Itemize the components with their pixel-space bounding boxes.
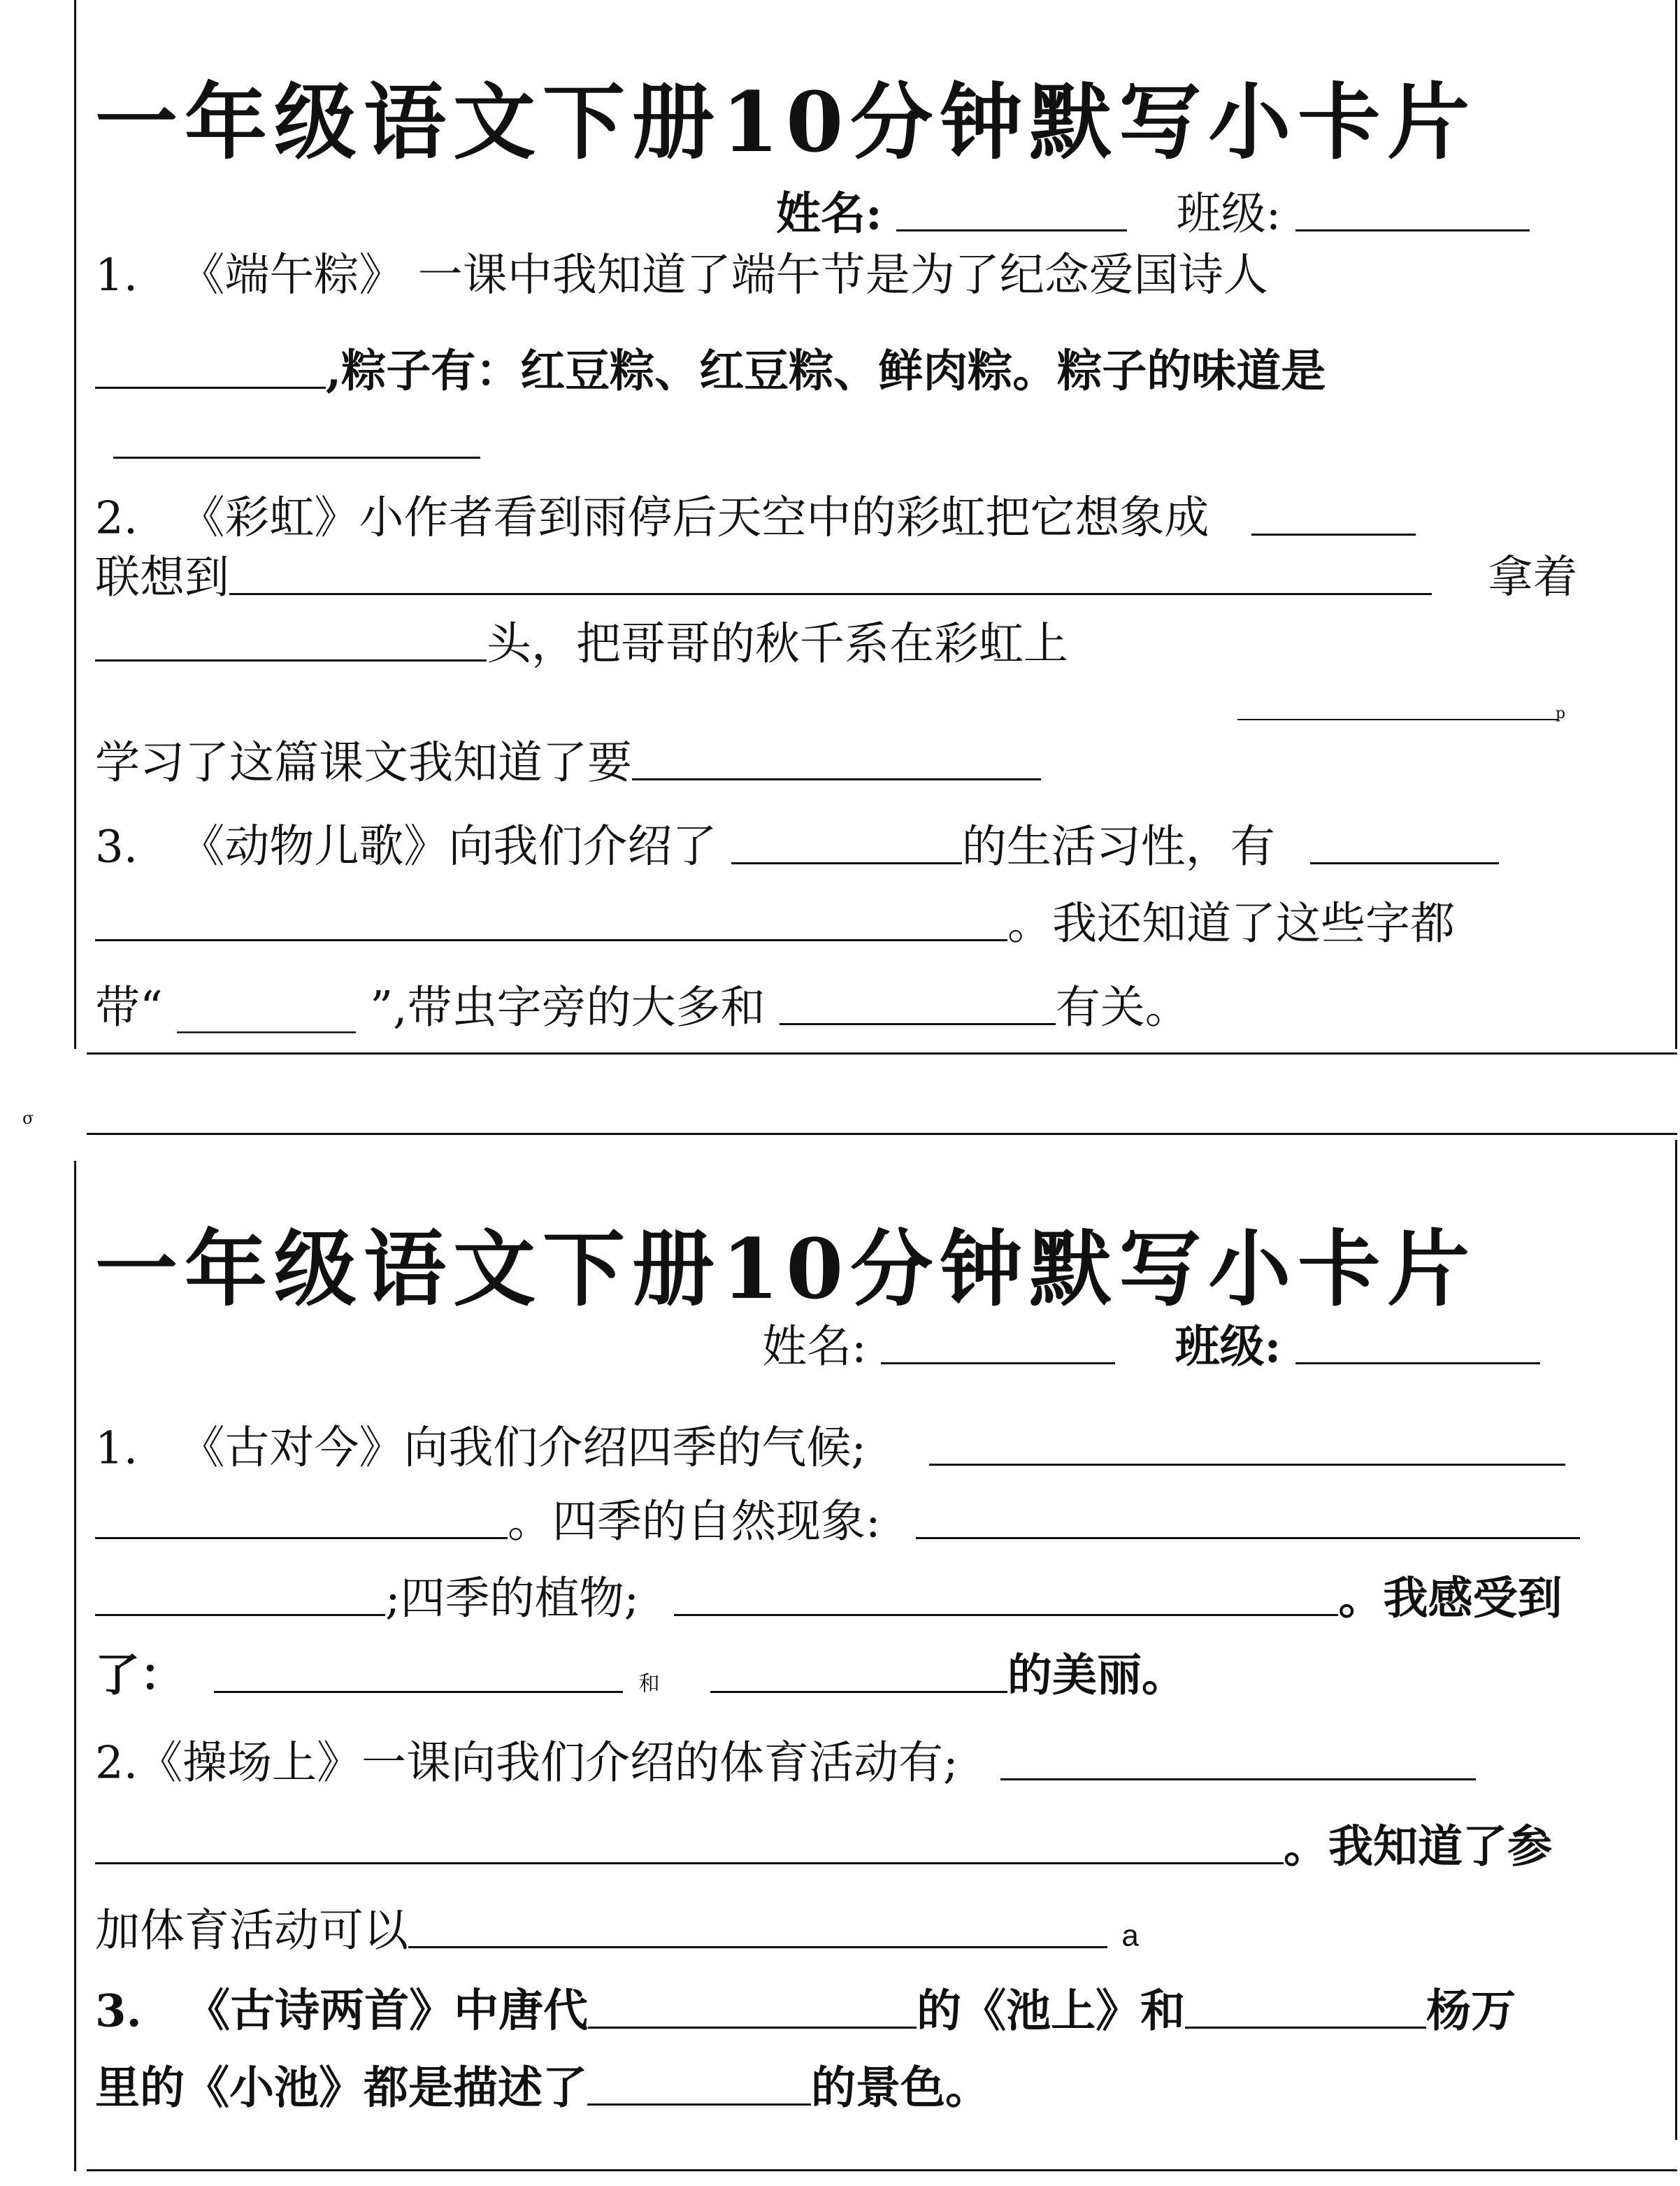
card1-q2-line1 (95, 492, 1416, 545)
card1-q1-line2 (95, 345, 1326, 398)
q-number: 3. (95, 821, 138, 873)
q-number: 1. (95, 1422, 138, 1475)
phenomena-blank-2[interactable] (95, 1573, 385, 1616)
card2-right-border (1675, 1140, 1677, 2140)
card1-q2-line2 (95, 552, 1578, 604)
card1-q3-line1 (95, 821, 1499, 873)
poet-blank[interactable] (588, 1986, 917, 2029)
card1-bottom-border (87, 1052, 1677, 1055)
name-label: 姓名: (762, 1321, 867, 1373)
q-text: 《端午粽》 一课中我知道了端午节是为了纪念爱国诗人 (180, 250, 1268, 301)
card2-top-border (87, 1133, 1677, 1135)
q-text: 《古诗两首》中唐代 (185, 1985, 589, 2038)
name-blank[interactable] (896, 189, 1127, 231)
q-text: 《动物儿歌》向我们介绍了 (180, 821, 717, 873)
card2-q1-line3 (95, 1572, 1563, 1625)
card1-q3-line3 (95, 982, 1190, 1034)
card2-q2-line3 (95, 1905, 1139, 1957)
card2-q2-line1 (95, 1737, 1476, 1789)
q-text: 有关。 (1055, 982, 1190, 1034)
end-mark: a (1121, 1918, 1139, 1953)
class-blank[interactable] (1295, 1322, 1540, 1364)
card1-q1-line1 (95, 250, 1268, 301)
plants-blank[interactable] (674, 1573, 1338, 1616)
q-number: 2. (95, 492, 138, 545)
card1-right-border (1675, 0, 1677, 1049)
name-label: 姓名: (776, 187, 882, 241)
card1-q2-line4 (95, 737, 1041, 790)
q-text: 。我知道了参 (1284, 1820, 1552, 1873)
q-text: 。我还知道了这些字都 (1007, 898, 1455, 950)
separator-mark: σ (22, 1108, 34, 1128)
class-label: 班级: (1175, 1320, 1281, 1373)
q-text: 。我感受到 (1338, 1572, 1563, 1625)
q-text: 学习了这篇课文我知道了要 (95, 737, 632, 790)
card2-left-border (74, 1161, 76, 2171)
card1-title: 一年级语文下册10分钟默写小卡片 (95, 73, 1477, 171)
learn-blank[interactable] (632, 738, 1041, 780)
card2-q3-line1 (95, 1985, 1516, 2038)
q-text: 《古对今》向我们介绍四季的气候; (180, 1422, 866, 1475)
q-text: 里的《小池》都是描述了 (95, 2062, 587, 2115)
feel-blank-2[interactable] (710, 1650, 1007, 1693)
q-text: 《操场上》一课向我们介绍的体育活动有; (138, 1737, 959, 1789)
imagine-blank[interactable] (1251, 493, 1416, 536)
q-text: ,粽子有：红豆粽、红豆粽、鲜肉粽。粽子的味道是 (326, 345, 1326, 398)
animals-blank[interactable] (731, 822, 962, 864)
habits-blank[interactable] (1310, 822, 1499, 864)
poet-blank[interactable] (95, 346, 326, 389)
card2-q1-line2 (95, 1496, 1580, 1548)
q-text: 。四季的自然现象: (508, 1496, 881, 1548)
q-number: 3. (95, 1985, 142, 2038)
q-text: 了： (95, 1649, 185, 1702)
class-blank[interactable] (1295, 189, 1530, 231)
q-text: 的《池上》和 (917, 1985, 1186, 2038)
card2-title: 一年级语文下册10分钟默写小卡片 (95, 1220, 1477, 1317)
class-label: 班级: (1176, 188, 1281, 241)
scenery-blank[interactable] (587, 2063, 811, 2106)
card2-q1-line1 (95, 1422, 1565, 1475)
card1-left-border (74, 0, 76, 1049)
q-text: 和 (638, 1671, 660, 1696)
q-text: 拿着 (1488, 552, 1578, 604)
q-text: 头，把哥哥的秋千系在彩虹上 (487, 618, 1068, 671)
card2-bottom-border (87, 2169, 1677, 2171)
related-blank[interactable] (780, 983, 1056, 1025)
card1-q1-line3 (113, 416, 480, 464)
card1-name-class-row (776, 187, 1530, 241)
stray-mark: p (1556, 705, 1566, 722)
phenomena-blank[interactable] (916, 1496, 1580, 1539)
feel-blank-1[interactable] (214, 1650, 623, 1693)
q-text: 的生活习性，有 (961, 821, 1275, 873)
activities-blank[interactable] (1000, 1738, 1476, 1780)
card1-q3-line2 (95, 898, 1455, 950)
q-text: 带“ ________ ”,带虫字旁的大多和 (95, 982, 766, 1034)
q-number: 2. (95, 1737, 138, 1789)
habits-blank-2[interactable] (95, 899, 1007, 941)
climate-blank-2[interactable] (95, 1496, 508, 1539)
holding-blank[interactable] (95, 619, 487, 662)
card1-q2-line3 (95, 618, 1068, 671)
card1-q2-side-blank (1237, 698, 1559, 720)
name-blank[interactable] (881, 1322, 1115, 1364)
q-text: 加体育活动可以 (95, 1905, 408, 1957)
q-text: 《彩虹》小作者看到雨停后天空中的彩虹把它想象成 (180, 492, 1209, 545)
q-text: 杨万 (1426, 1985, 1516, 2038)
associate-blank[interactable] (229, 552, 1432, 595)
activities-blank-2[interactable] (95, 1822, 1284, 1864)
card2-q3-line2 (95, 2062, 990, 2115)
taste-blank[interactable] (113, 416, 480, 459)
card2-q1-line4 (95, 1649, 1186, 1702)
q-text: ;四季的植物; (385, 1573, 640, 1625)
card2-q2-line2 (95, 1820, 1552, 1873)
benefit-blank[interactable] (408, 1906, 1107, 1948)
q-number: 1. (95, 250, 138, 301)
q-text: 的美丽。 (1007, 1649, 1186, 1702)
card2-name-class-row (762, 1320, 1540, 1373)
poet-blank-2[interactable] (1185, 1986, 1426, 2029)
q-text: 联想到 (95, 552, 229, 604)
q-text: 的景色。 (811, 2062, 990, 2115)
climate-blank[interactable] (929, 1423, 1565, 1466)
